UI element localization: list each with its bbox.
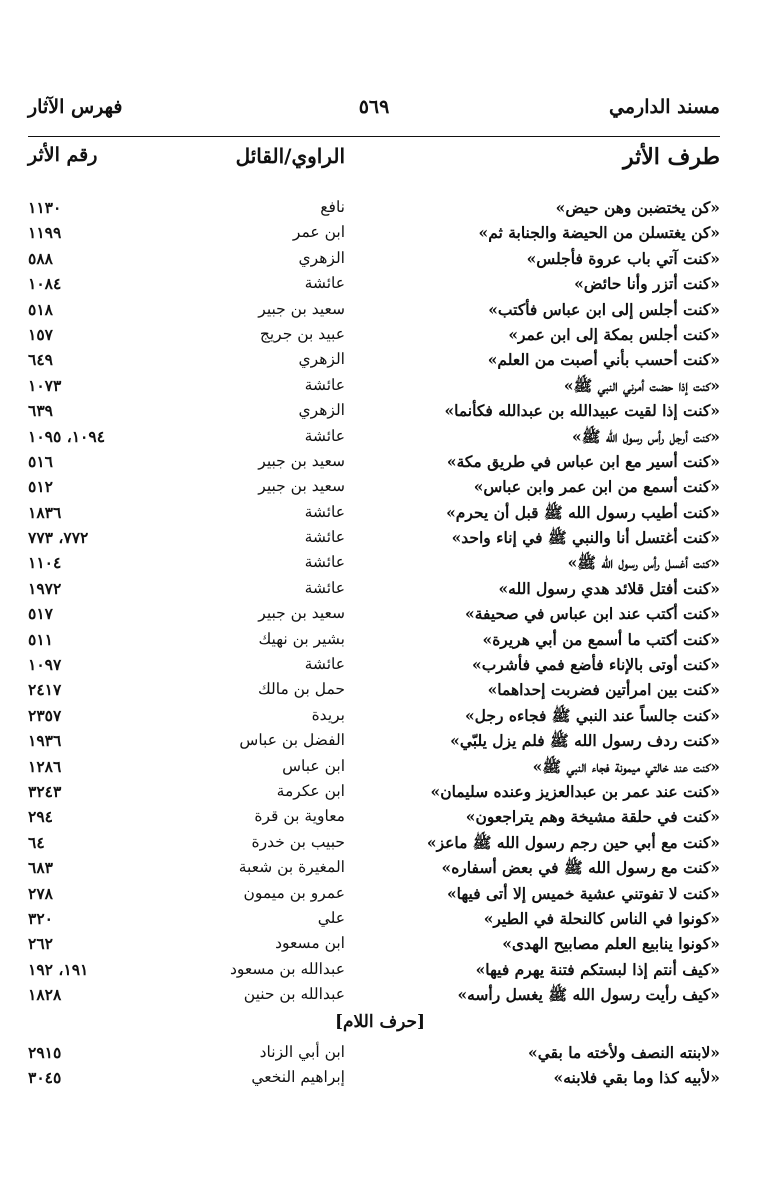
- column-headers: [28, 144, 720, 184]
- entry-number: ٢٤١٧: [28, 680, 62, 700]
- narrator-text: عائشة: [304, 528, 345, 547]
- index-row: [28, 931, 720, 956]
- entry-number: ٦٨٣: [28, 858, 53, 878]
- index-row: [28, 297, 720, 322]
- entry-number: ١٠٩٧: [28, 655, 62, 675]
- entry-number: ٥٨٨: [28, 248, 53, 268]
- entry-number: ٢٧٨: [28, 883, 53, 903]
- index-row: [28, 881, 720, 906]
- entry-number: ١٩٧٢: [28, 578, 62, 598]
- index-row: [28, 601, 720, 626]
- phrase-text: «كنت مع رسول الله ﷺ في بعض أسفاره»: [441, 858, 720, 878]
- phrase-text: «كنت أجلس إلى ابن عباس فأكتب»: [488, 299, 720, 319]
- phrase-text: «كيف أنتم إذا لبستكم فتنة يهرم فيها»: [475, 959, 720, 979]
- entry-number: ٦٤: [28, 832, 45, 852]
- entry-number: ٣٢٤٣: [28, 781, 62, 801]
- entry-number: ١٠٨٤: [28, 274, 62, 294]
- header-rule: [28, 136, 720, 137]
- index-row: [28, 322, 720, 347]
- narrator-text: ابن مسعود: [275, 934, 345, 953]
- entry-number: ١٥٧: [28, 324, 53, 344]
- narrator-text: عمرو بن ميمون: [243, 883, 345, 902]
- section-heading: [حرف اللام]: [334, 1012, 426, 1032]
- entry-number: ١٩١، ١٩٢: [28, 959, 89, 979]
- index-row: [28, 347, 720, 372]
- entry-number: ١٨٢٨: [28, 985, 62, 1005]
- narrator-text: بريدة: [311, 705, 345, 724]
- index-row: [28, 804, 720, 829]
- index-row: [28, 373, 720, 398]
- entry-number: ١٢٨٦: [28, 756, 62, 776]
- phrase-text: «كنت أكتب عند ابن عباس في صحيفة»: [465, 604, 720, 624]
- phrase-text: «كنت مع أبي حين رجم رسول الله ﷺ ماعز»: [426, 832, 720, 852]
- index-row: [28, 677, 720, 702]
- phrase-text: «كنت إذا لقيت عبيدالله بن عبدالله فكأنما»: [444, 401, 720, 421]
- narrator-text: عائشة: [304, 553, 345, 572]
- phrase-text: «لأبيه كذا وما بقي فلابنه»: [553, 1068, 720, 1088]
- index-title: فهرس الآثار: [28, 96, 123, 118]
- narrator-text: علي: [317, 908, 345, 927]
- page-header: [28, 96, 720, 132]
- entry-number: ٧٧٢، ٧٧٣: [28, 528, 89, 548]
- phrase-text: «لابنته النصف ولأخته ما بقي»: [528, 1043, 720, 1062]
- narrator-text: عائشة: [304, 655, 345, 674]
- phrase-text: «كنت عند خالتي ميمونة فجاء النبي ﷺ»: [532, 756, 720, 776]
- phrase-text: «كن يغتسلن من الحيضة والجنابة ثم»: [478, 223, 720, 243]
- book-title: مسند الدارمي: [609, 96, 720, 118]
- index-row: [28, 1040, 720, 1065]
- phrase-text: «كنت أفتل قلائد هدي رسول الله»: [498, 578, 720, 598]
- index-row: [28, 906, 720, 931]
- phrase-text: «كنت أسير مع ابن عباس في طريق مكة»: [446, 451, 720, 471]
- entry-number: ١٠٩٤، ١٠٩٥: [28, 426, 106, 446]
- index-row: [28, 195, 720, 220]
- index-row: [28, 271, 720, 296]
- narrator-text: حمل بن مالك: [257, 680, 345, 699]
- index-list: [28, 195, 720, 1008]
- phrase-text: «كنت جالساً عند النبي ﷺ فجاءه رجل»: [464, 705, 720, 725]
- phrase-text: «كونوا ينابيع العلم مصابيح الهدى»: [502, 934, 720, 954]
- narrator-text: ابن أبي الزناد: [259, 1043, 345, 1061]
- index-row: [28, 246, 720, 271]
- column-header-number: رقم الأثر: [28, 144, 98, 166]
- entry-number: ١١٠٤: [28, 553, 62, 573]
- entry-number: ٢٩١٥: [28, 1043, 62, 1062]
- entry-number: ٣٠٤٥: [28, 1068, 62, 1088]
- phrase-text: «كنت لا تفوتني عشية خميس إلا أتى فيها»: [446, 883, 720, 903]
- narrator-text: عائشة: [304, 426, 345, 445]
- narrator-text: الزهري: [298, 350, 345, 369]
- index-row: [28, 449, 720, 474]
- entry-number: ٢٦٢: [28, 934, 53, 954]
- index-row: [28, 830, 720, 855]
- narrator-text: بشير بن نهيك: [258, 629, 345, 648]
- phrase-text: «كونوا في الناس كالنحلة في الطير»: [483, 908, 720, 928]
- index-row: [28, 627, 720, 652]
- narrator-text: ابن عباس: [282, 756, 345, 775]
- narrator-text: الزهري: [298, 248, 345, 267]
- phrase-text: «كنت آتي باب عروة فأجلس»: [526, 248, 720, 268]
- index-row: [28, 1065, 720, 1090]
- phrase-text: «كنت أسمع من ابن عمر وابن عباس»: [473, 477, 720, 497]
- narrator-text: إبراهيم النخعي: [251, 1068, 345, 1087]
- entry-number: ٥١٦: [28, 451, 53, 471]
- phrase-text: «كيف رأيت رسول الله ﷺ يغسل رأسه»: [457, 985, 720, 1005]
- narrator-text: عائشة: [304, 502, 345, 521]
- index-row: [28, 779, 720, 804]
- phrase-text: «كنت أرجل رأس رسول الله ﷺ»: [572, 426, 720, 446]
- narrator-text: عائشة: [304, 578, 345, 597]
- narrator-text: الزهري: [298, 401, 345, 420]
- narrator-text: نافع: [320, 198, 345, 216]
- narrator-text: الفضل بن عباس: [239, 731, 345, 750]
- phrase-text: «كنت إذا حضت أمرني النبي ﷺ»: [563, 375, 720, 395]
- entry-number: ٥١١: [28, 629, 53, 649]
- narrator-text: معاوية بن قرة: [254, 807, 345, 826]
- phrase-text: «كنت بين امرأتين فضربت إحداهما»: [487, 680, 720, 700]
- entry-number: ٥١٨: [28, 299, 53, 319]
- entry-number: ٣٢٠: [28, 908, 53, 928]
- index-row: [28, 398, 720, 423]
- index-row: [28, 525, 720, 550]
- column-header-phrase: طرف الأثر: [622, 144, 720, 170]
- phrase-text: «كن يختضبن وهن حيض»: [555, 198, 720, 217]
- phrase-text: «كنت أغتسل أنا والنبي ﷺ في إناء واحد»: [451, 528, 720, 548]
- index-row: [28, 220, 720, 245]
- entry-number: ٦٤٩: [28, 350, 53, 370]
- narrator-text: المغيرة بن شعبة: [238, 858, 345, 877]
- phrase-text: «كنت ردف رسول الله ﷺ فلم يزل يلبّي»: [450, 731, 720, 751]
- narrator-text: عبيد بن جريج: [259, 324, 345, 343]
- entry-number: ١٩٣٦: [28, 731, 62, 751]
- phrase-text: «كنت أحسب بأني أصبت من العلم»: [487, 350, 720, 370]
- phrase-text: «كنت في حلقة مشيخة وهم يتراجعون»: [465, 807, 720, 827]
- index-row: [28, 855, 720, 880]
- phrase-text: «كنت أوتى بالإناء فأضع فمي فأشرب»: [472, 655, 720, 675]
- index-row: [28, 754, 720, 779]
- index-row: [28, 982, 720, 1007]
- entry-number: ٢٩٤: [28, 807, 53, 827]
- entry-number: ٥١٧: [28, 604, 53, 624]
- phrase-text: «كنت أكتب ما أسمع من أبي هريرة»: [482, 629, 720, 649]
- narrator-text: سعيد بن جبير: [258, 451, 345, 470]
- phrase-text: «كنت عند عمر بن عبدالعزيز وعنده سليمان»: [430, 781, 720, 801]
- index-row: [28, 550, 720, 575]
- narrator-text: سعيد بن جبير: [258, 477, 345, 496]
- narrator-text: عائشة: [304, 375, 345, 394]
- entry-number: ٦٣٩: [28, 401, 53, 421]
- index-row: [28, 652, 720, 677]
- narrator-text: حبيب بن خدرة: [251, 832, 345, 851]
- index-row: [28, 500, 720, 525]
- index-row: [28, 957, 720, 982]
- index-row: [28, 728, 720, 753]
- narrator-text: عائشة: [304, 274, 345, 293]
- narrator-text: ابن عمر: [292, 223, 345, 242]
- narrator-text: عبدالله بن مسعود: [229, 959, 345, 978]
- index-row: [28, 474, 720, 499]
- column-header-narrator: الراوي/القائل: [235, 144, 345, 168]
- index-list-lam: [28, 1040, 720, 1091]
- entry-number: ١٨٣٦: [28, 502, 62, 522]
- phrase-text: «كنت أطيب رسول الله ﷺ قبل أن يحرم»: [446, 502, 720, 522]
- phrase-text: «كنت أتزر وأنا حائض»: [574, 274, 720, 294]
- index-row: [28, 424, 720, 449]
- index-row: [28, 576, 720, 601]
- entry-number: ٥١٢: [28, 477, 53, 497]
- phrase-text: «كنت أجلس بمكة إلى ابن عمر»: [508, 324, 720, 344]
- entry-number: ٢٣٥٧: [28, 705, 62, 725]
- entry-number: ١١٣٠: [28, 198, 62, 217]
- narrator-text: ابن عكرمة: [276, 781, 345, 800]
- entry-number: ١١٩٩: [28, 223, 62, 243]
- entry-number: ١٠٧٣: [28, 375, 62, 395]
- phrase-text: «كنت أغسل رأس رسول الله ﷺ»: [567, 553, 720, 573]
- index-row: [28, 703, 720, 728]
- page-number: ٥٦٩: [358, 96, 390, 118]
- narrator-text: سعيد بن جبير: [258, 604, 345, 623]
- narrator-text: عبدالله بن حنين: [243, 985, 345, 1004]
- narrator-text: سعيد بن جبير: [258, 299, 345, 318]
